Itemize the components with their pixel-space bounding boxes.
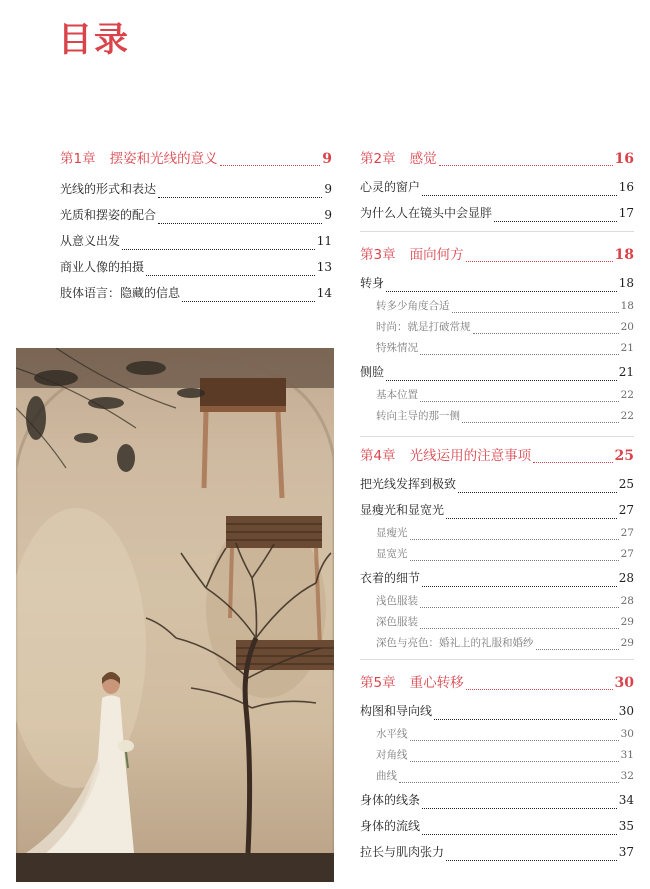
- section-title: 肢体语言：隐藏的信息: [60, 286, 181, 300]
- page-number: 9: [324, 182, 332, 196]
- toc-section[interactable]: [360, 200, 634, 226]
- page-number: 30: [620, 728, 634, 740]
- subsection-title: 时尚：就是打破常规: [376, 321, 471, 333]
- page-number: 27: [620, 527, 634, 539]
- toc-subsection[interactable]: [360, 385, 634, 406]
- page-number: 35: [618, 819, 634, 833]
- chapter-divider: [360, 436, 634, 437]
- toc-section[interactable]: [360, 813, 634, 839]
- section-title: 衣着的细节: [360, 571, 421, 585]
- dot-leader: [399, 782, 619, 783]
- page-number: 37: [618, 845, 634, 859]
- subsection-title: 曲线: [376, 770, 397, 782]
- subsection-title: 对角线: [376, 749, 408, 761]
- chapter-divider: [360, 231, 634, 232]
- section-title: 身体的线条: [360, 793, 421, 807]
- dot-leader: [446, 518, 617, 519]
- page-number: 16: [614, 151, 634, 167]
- chapter-title: 重心转移: [409, 675, 464, 691]
- page-number: 22: [620, 389, 634, 401]
- dot-leader: [420, 401, 619, 402]
- page-number: 9: [322, 151, 332, 167]
- page-number: 28: [620, 595, 634, 607]
- dot-leader: [458, 492, 617, 493]
- dot-leader: [220, 165, 321, 166]
- chapter-title: 摆姿和光线的意义: [109, 151, 218, 167]
- dot-leader: [182, 301, 315, 302]
- dot-leader: [420, 628, 619, 629]
- toc-section[interactable]: [60, 176, 332, 202]
- page-number: 18: [618, 276, 634, 290]
- dot-leader: [158, 197, 322, 198]
- subsection-title: 显宽光: [376, 548, 408, 560]
- subsection-title: 转多少角度合适: [376, 300, 450, 312]
- dot-leader: [466, 689, 613, 690]
- dot-leader: [462, 422, 619, 423]
- section-title: 光质和摆姿的配合: [60, 208, 157, 222]
- toc-section[interactable]: [60, 228, 332, 254]
- dot-leader: [466, 261, 613, 262]
- toc-subsection[interactable]: [360, 766, 634, 787]
- toc-section[interactable]: [360, 270, 634, 296]
- chapter-title: 光线运用的注意事项: [409, 448, 532, 464]
- section-title: 把光线发挥到极致: [360, 477, 457, 491]
- section-title: 光线的形式和表达: [60, 182, 157, 196]
- dot-leader: [420, 607, 619, 608]
- section-title: 商业人像的拍摄: [60, 260, 145, 274]
- dot-leader: [158, 223, 322, 224]
- section-title: 显瘦光和显宽光: [360, 503, 445, 517]
- dot-leader: [386, 380, 617, 381]
- page-number: 16: [618, 180, 634, 194]
- toc-section[interactable]: [360, 787, 634, 813]
- dot-leader: [146, 275, 315, 276]
- toc-section[interactable]: [60, 280, 332, 306]
- dot-leader: [386, 291, 617, 292]
- page-number: 21: [620, 342, 634, 354]
- section-title: 构图和导向线: [360, 704, 433, 718]
- dot-leader: [536, 649, 619, 650]
- section-title: 侧脸: [360, 365, 385, 379]
- toc-left-column: [60, 148, 332, 306]
- page-number: 34: [618, 793, 634, 807]
- page-number: 18: [620, 300, 634, 312]
- subsection-title: 基本位置: [376, 389, 418, 401]
- dot-leader: [410, 560, 619, 561]
- toc-subsection[interactable]: [360, 317, 634, 338]
- page-number: 18: [614, 247, 634, 263]
- dot-leader: [122, 249, 315, 250]
- page-number: 29: [620, 637, 634, 649]
- section-title: 拉长与肌肉张力: [360, 845, 445, 859]
- toc-section[interactable]: [60, 202, 332, 228]
- dot-leader: [410, 761, 619, 762]
- section-title: 身体的流线: [360, 819, 421, 833]
- toc-subsection[interactable]: [360, 338, 634, 359]
- dot-leader: [410, 539, 619, 540]
- page-number: 32: [620, 770, 634, 782]
- page-number: 14: [316, 286, 332, 300]
- subsection-title: 深色与亮色：婚礼上的礼服和婚纱: [376, 637, 534, 649]
- page-number: 9: [324, 208, 332, 222]
- chapter-divider: [360, 659, 634, 660]
- section-title: 为什么人在镜头中会显胖: [360, 206, 493, 220]
- dot-leader: [422, 834, 617, 835]
- toc-section[interactable]: [360, 839, 634, 865]
- section-title: 转身: [360, 276, 385, 290]
- chapter-title: 感觉: [409, 151, 437, 167]
- page-number: 22: [620, 410, 634, 422]
- toc-section[interactable]: [360, 497, 634, 523]
- section-title: 心灵的窗户: [360, 180, 421, 194]
- page-title: 目录: [58, 20, 130, 60]
- toc-section[interactable]: [360, 471, 634, 497]
- dot-leader: [473, 333, 619, 334]
- subsection-title: 显瘦光: [376, 527, 408, 539]
- chapter-number: 第1章: [60, 151, 96, 167]
- subsection-title: 水平线: [376, 728, 408, 740]
- page-number: 25: [618, 477, 634, 491]
- dot-leader: [446, 860, 617, 861]
- toc-subsection[interactable]: [360, 612, 634, 633]
- page-number: 31: [620, 749, 634, 761]
- dot-leader: [452, 312, 619, 313]
- toc-subsection[interactable]: [360, 523, 634, 544]
- subsection-title: 转向主导的那一侧: [376, 410, 460, 422]
- page-number: 30: [614, 675, 634, 691]
- page-number: 21: [618, 365, 634, 379]
- page-number: 27: [618, 503, 634, 517]
- chapter-number: 第2章: [360, 151, 396, 167]
- toc-subsection[interactable]: [360, 406, 634, 427]
- toc-section[interactable]: [360, 174, 634, 200]
- page-number: 30: [618, 704, 634, 718]
- toc-section[interactable]: [360, 565, 634, 591]
- dot-leader: [439, 165, 613, 166]
- toc-section[interactable]: [360, 359, 634, 385]
- dot-leader: [410, 740, 619, 741]
- toc-subsection[interactable]: [360, 591, 634, 612]
- toc-subsection[interactable]: [360, 724, 634, 745]
- subsection-title: 特殊情况: [376, 342, 418, 354]
- subsection-title: 浅色服装: [376, 595, 418, 607]
- page-number: 20: [620, 321, 634, 333]
- page-number: 11: [316, 234, 332, 248]
- subsection-title: 深色服装: [376, 616, 418, 628]
- page-number: 13: [316, 260, 332, 274]
- toc-chapter-4[interactable]: [360, 445, 634, 467]
- page-number: 17: [618, 206, 634, 220]
- page-number: 27: [620, 548, 634, 560]
- wedding-photo: [16, 348, 334, 882]
- toc-subsection[interactable]: [360, 633, 634, 654]
- dot-leader: [420, 354, 619, 355]
- dot-leader: [422, 808, 617, 809]
- page-number: 29: [620, 616, 634, 628]
- chapter-number: 第4章: [360, 448, 396, 464]
- section-title: 从意义出发: [60, 234, 121, 248]
- page-number: 25: [614, 448, 634, 464]
- toc-subsection[interactable]: [360, 745, 634, 766]
- toc-section[interactable]: [60, 254, 332, 280]
- page-number: 28: [618, 571, 634, 585]
- chapter-number: 第3章: [360, 247, 396, 263]
- dot-leader: [422, 586, 617, 587]
- toc-chapter-2[interactable]: [360, 148, 634, 170]
- toc-chapter-5[interactable]: [360, 672, 634, 694]
- toc-chapter-3[interactable]: [360, 244, 634, 266]
- dot-leader: [533, 462, 612, 463]
- dot-leader: [422, 195, 617, 196]
- toc-subsection[interactable]: [360, 296, 634, 317]
- chapter-number: 第5章: [360, 675, 396, 691]
- toc-section[interactable]: [360, 698, 634, 724]
- chapter-title: 面向何方: [409, 247, 464, 263]
- dot-leader: [494, 221, 617, 222]
- dot-leader: [434, 719, 617, 720]
- toc-subsection[interactable]: [360, 544, 634, 565]
- toc-right-column: [360, 148, 634, 865]
- toc-chapter-1[interactable]: [60, 148, 332, 170]
